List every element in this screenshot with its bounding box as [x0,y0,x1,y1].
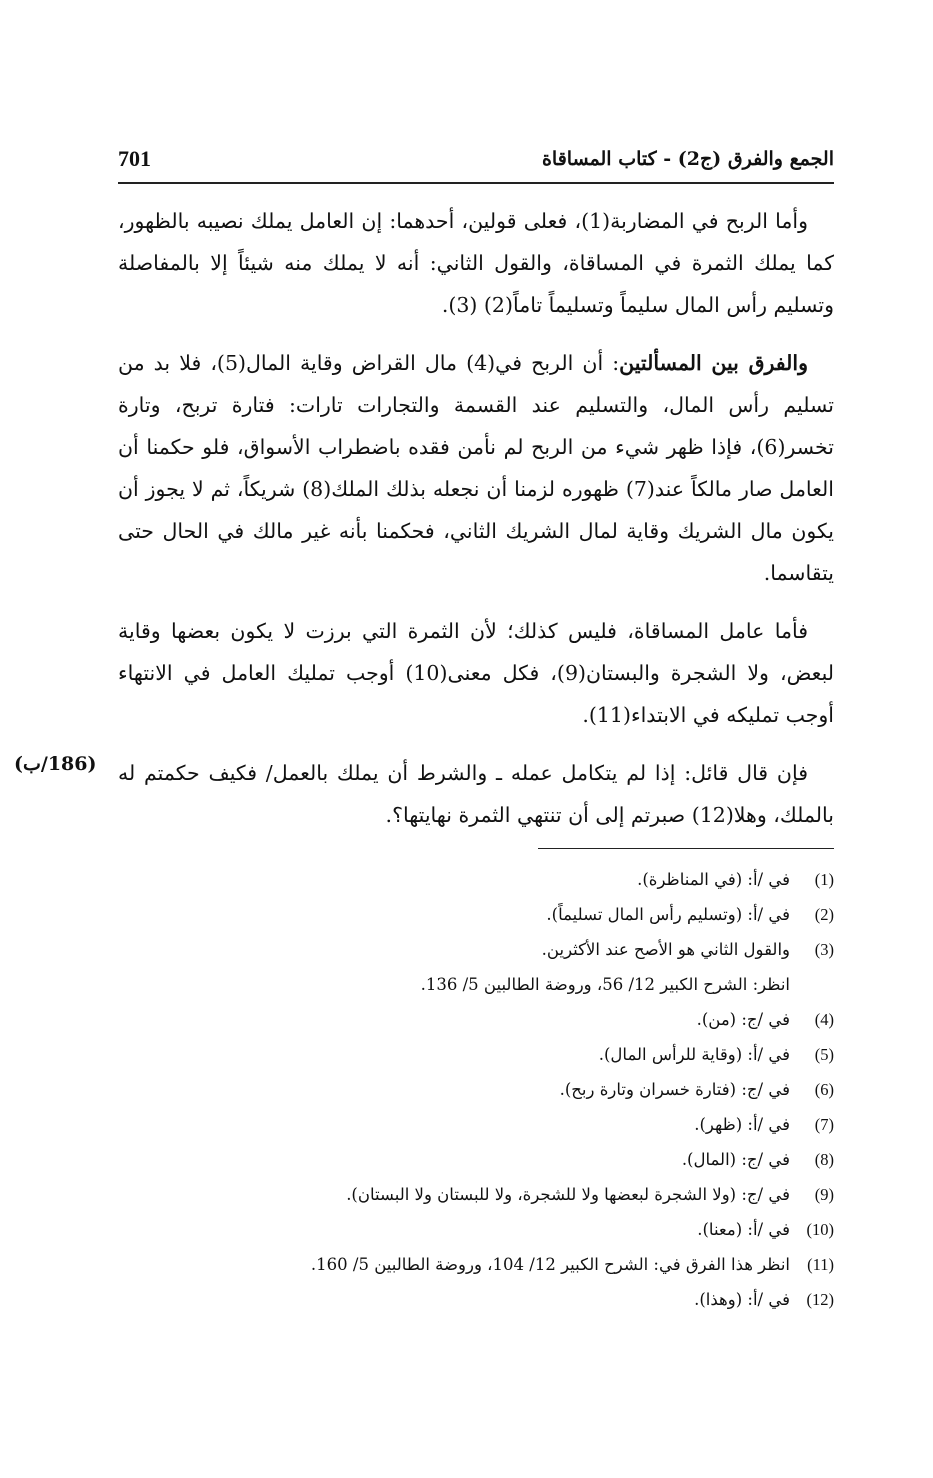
main-text [118,200,834,852]
footnote [118,1037,834,1072]
footnote [118,1002,834,1037]
paragraph-text: فإن قال قائل: إذا لم يتكامل عمله ـ والشرط أن يملك بالعمل/ فكيف حكمتم له بالملك، وهلا(12) صبرتم إلى أن تنتهي الثمرة نهايتها؟. [118,761,834,827]
footnote-text: في /ج: (المال). [681,1150,790,1169]
paragraph [118,342,834,594]
manuscript-folio-marker: (186/ب) [14,753,97,775]
footnote [118,1247,834,1282]
footnote-number: (2) [814,905,834,924]
footnote-text: في /ج: (ولا الشجرة لبعضها ولا للشجرة، ولا للبستان ولا البستان). [346,1185,790,1204]
paragraph [118,610,834,736]
footnote-number: (7) [814,1115,834,1134]
footnote-number: (6) [814,1080,834,1099]
paragraph-text: : أن الربح في(4) مال القراض وقاية المال(5)، فلا بد من تسليم رأس المال، والتسليم عند القسمة والتجارات تارات: فتارة تربح، وتارة تخسر(6)، فإذا ظهر شيء من الربح لم نأمن فقده باضطراب الأسواق، فلو حكمنا أن العامل صار مالكاً عند(7) ظهوره لزمنا أن نجعله بذلك الملك(8) شريكاً، ثم لا يجوز أن يكون مال الشريك وقاية لمال الشريك الثاني، فحكمنا بأنه غير مالك في الحال حتى يتقاسما. [118,351,834,585]
page-number: 701 [118,146,151,171]
footnote-text: في /أ: (معنا). [697,1220,790,1239]
running-title: الجمع والفرق (ج2) - كتاب المساقاة [541,148,834,170]
footnote [118,1282,834,1317]
footnote [118,1177,834,1212]
footnote-number: (9) [814,1185,834,1204]
footnote [118,1142,834,1177]
paragraph [118,752,834,836]
footnote [118,897,834,932]
footnote-text: في /أ: (وتسليم رأس المال تسليماً). [546,905,790,924]
footnote-number: (10) [806,1220,834,1239]
footnote [118,1107,834,1142]
footnote-text: في /أ: (وهذا). [694,1290,790,1309]
footnote [118,1212,834,1247]
footnote-number: (5) [814,1045,834,1064]
footnotes [118,862,834,1317]
paragraph-lead: والفرق بين المسألتين [619,351,808,375]
footnote [118,1072,834,1107]
footnote-text: في /ج: (من). [696,1010,790,1029]
footnote-number: (4) [814,1010,834,1029]
footnote-number: (8) [814,1150,834,1169]
paragraph-text: وأما الربح في المضاربة(1)، فعلى قولين، أحدهما: إن العامل يملك نصيبه بالظهور، كما يملك الثمرة في المساقاة، والقول الثاني: أنه لا يملك منه شيئاً إلا بالمفاصلة وتسليم رأس المال سليماً وتسليماً تاماً(2) (3). [118,209,834,317]
footnote-number: (1) [814,870,834,889]
footnote-text: في /ج: (فتارة خسران وتارة ربح). [559,1080,790,1099]
footnote-text: والقول الثاني هو الأصح عند الأكثرين. [541,940,790,959]
footnote [118,862,834,897]
footnote-separator [538,848,834,849]
paragraph [118,200,834,326]
footnote [118,932,834,967]
footnote-text: انظر هذا الفرق في: الشرح الكبير 12/ 104، وروضة الطالبين 5/ 160. [310,1255,790,1274]
footnote-text: في /أ: (وقاية للرأس المال). [598,1045,790,1064]
footnote-continuation: انظر: الشرح الكبير 12/ 56، وروضة الطالبين 5/ 136. [420,975,790,994]
footnote-number: (12) [806,1290,834,1309]
footnote-number: (11) [807,1255,834,1274]
footnote-text: في /أ: (في المناظرة). [637,870,790,889]
footnote-text: في /أ: (ظهر). [694,1115,790,1134]
footnote-number: (3) [814,940,834,959]
paragraph-text: فأما عامل المساقاة، فليس كذلك؛ لأن الثمرة التي برزت لا يكون بعضها وقاية لبعض، ولا الشجرة والبستان(9)، فكل معنى(10) أوجب تمليك العامل في الانتهاء أوجب تمليكه في الابتداء(11). [118,619,835,727]
page-header [118,142,834,184]
